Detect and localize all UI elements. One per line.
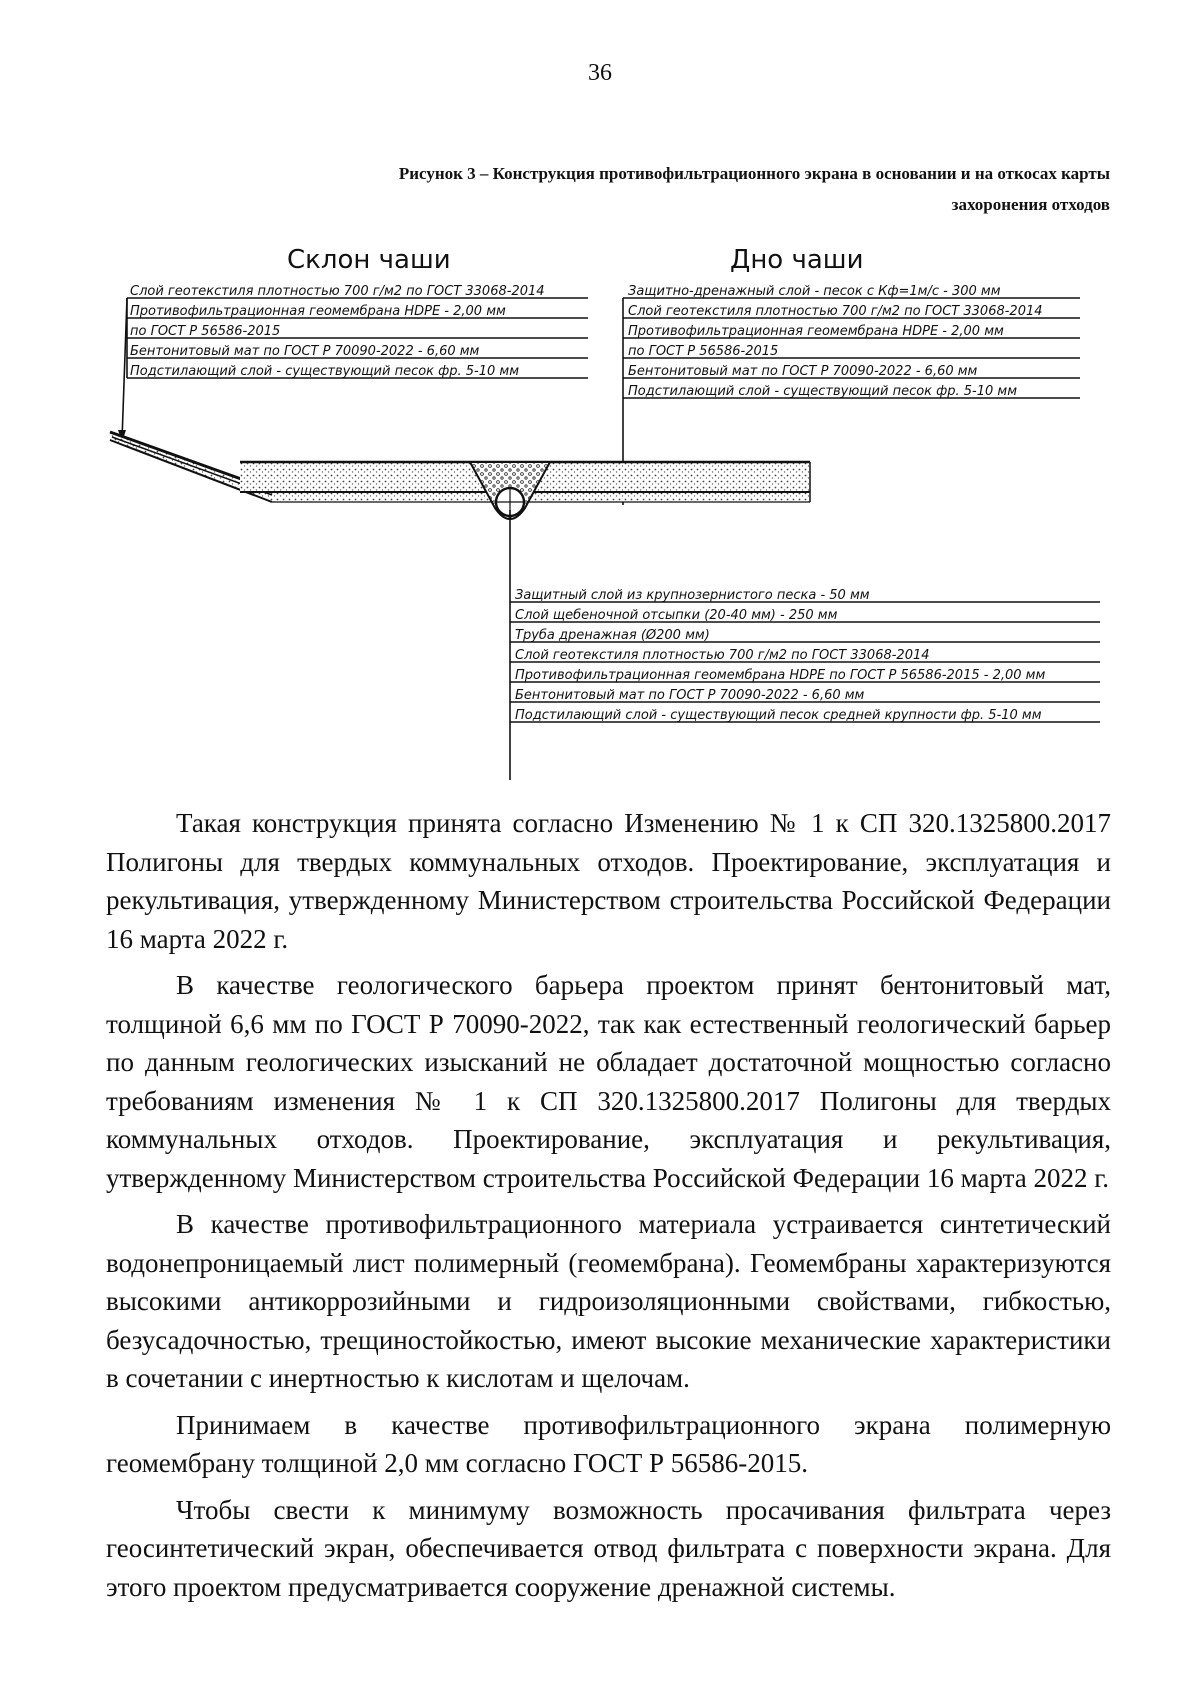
bottom-layer-label: Подстилающий слой - существующий песок фр. 5-10 мм — [628, 384, 1018, 399]
bottom-layer-label: Защитно-дренажный слой - песок с Кф=1м/с - 300 мм — [628, 284, 1001, 299]
bottom-layer-label: Слой геотекстиля плотностью 700 г/м2 по ГОСТ 33068-2014 — [628, 304, 1043, 319]
drain-layer-label: Труба дренажная (Ø200 мм) — [515, 628, 710, 643]
figure-caption — [230, 158, 1110, 220]
paragraph: Чтобы свести к минимуму возможность просачивания фильтрата через геосинтетический экран, обеспечивается отвод фильтрата с поверхности экрана. Для этого проектом предусматривается сооружение дренажной системы. — [106, 1494, 1111, 1602]
slope-layer-label: по ГОСТ Р 56586-2015 — [130, 324, 281, 339]
slope-layers-table — [118, 284, 588, 442]
slope-layer-label: Слой геотекстиля плотностью 700 г/м2 по ГОСТ 33068-2014 — [130, 284, 545, 299]
page-number: 36 — [588, 60, 612, 86]
slope-layer-label: Подстилающий слой - существующий песок фр. 5-10 мм — [130, 364, 520, 379]
paragraph: Принимаем в качестве противофильтрационного экрана полимерную геомембрану толщиной 2,0 мм согласно ГОСТ Р 56586-2015. — [106, 1409, 1111, 1478]
drain-layer-label: Защитный слой из крупнозернистого песка - 50 мм — [515, 588, 870, 603]
bottom-title: Дно чаши — [730, 245, 864, 275]
drain-layer-label: Противофильтрационная геомембрана HDPE по ГОСТ Р 56586-2015 - 2,00 мм — [515, 668, 1046, 683]
drain-layer-label: Слой щебеночной отсыпки (20-40 мм) - 250 мм — [515, 608, 838, 623]
slope-layer-label: Бентонитовый мат по ГОСТ Р 70090-2022 - 6,60 мм — [130, 344, 480, 359]
figure-caption-line-1: Рисунок 3 – Конструкция противофильтрационного экрана в основании и на откосах карты — [398, 164, 1110, 183]
bottom-layer-label: Бентонитовый мат по ГОСТ Р 70090-2022 - 6,60 мм — [628, 364, 978, 379]
drain-layer-label: Подстилающий слой - существующий песок средней крупности фр. 5-10 мм — [515, 708, 1042, 723]
paragraph: В качестве противофильтрационного материала устраивается синтетический водонепроницаемый лист полимерный (геомембрана). Геомембраны характеризуются высокими антикоррозийными и гидроизоляционными свойствами, гибкостью, безусадочностью, трещиностойкостью, имеют высокие механические характеристики в сочетании с инертностью к кислотам и щелочам. — [106, 1209, 1111, 1393]
cross-section-drawing — [0, 240, 1200, 800]
paragraph: В качестве геологического барьера проектом принят бентонитовый мат, толщиной 6,6 мм по ГОСТ Р 70090-2022, так как естественный геологический барьер по данным геологических изысканий не обладает достаточной мощностью согласно требованиям изменения № 1 к СП 320.1325800.2017 Полигоны для твердых коммунальных отходов. Проектирование, эксплуатация и рекультивация, утвержденному Министерством строительства Российской Федерации 16 марта 2022 г. — [106, 970, 1111, 1193]
cross-section-figure — [0, 240, 1200, 800]
bottom-layer-label: Противофильтрационная геомембрана HDPE - 2,00 мм — [628, 324, 1004, 339]
bottom-layer-label: по ГОСТ Р 56586-2015 — [628, 344, 779, 359]
drain-layers-table — [510, 510, 1100, 780]
slope-title: Склон чаши — [287, 245, 451, 275]
body-text — [106, 804, 1111, 1614]
drain-layer-label: Бентонитовый мат по ГОСТ Р 70090-2022 - 6,60 мм — [515, 688, 865, 703]
paragraph: Такая конструкция принята согласно Изменению № 1 к СП 320.1325800.2017 Полигоны для твердых коммунальных отходов. Проектирование, эксплуатация и рекультивация, утвержденному Министерством строительства Российской Федерации 16 марта 2022 г. — [106, 808, 1111, 954]
slope-layer-label: Противофильтрационная геомембрана HDPE - 2,00 мм — [130, 304, 506, 319]
figure-caption-line-2: захоронения отходов — [951, 195, 1110, 214]
drain-layer-label: Слой геотекстиля плотностью 700 г/м2 по ГОСТ 33068-2014 — [515, 648, 930, 663]
